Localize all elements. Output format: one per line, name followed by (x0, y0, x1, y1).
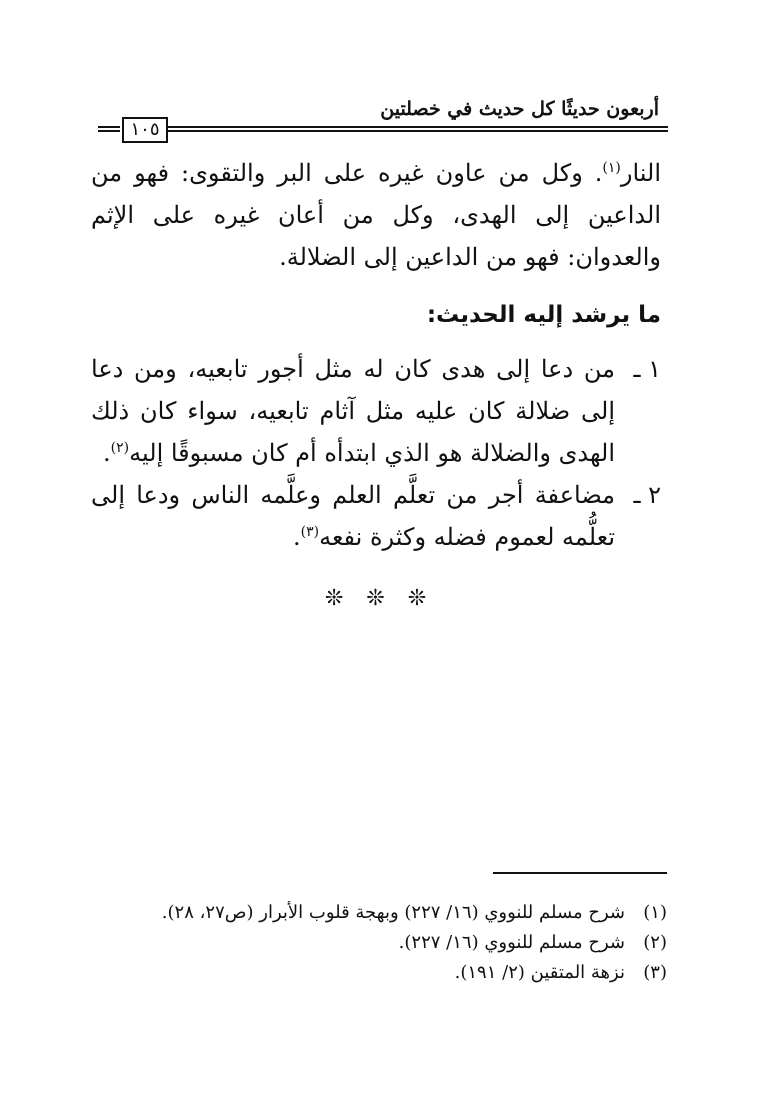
footnote-item (107, 928, 667, 958)
footnote-item (107, 898, 667, 928)
list-item-text: مضاعفة أجر من تعلَّم العلم وعلَّمه الناس ودعا إلى تعلُّمه لعموم فضله وكثرة نفعه (91, 481, 615, 551)
list-item-number: ٢ ـ (633, 481, 661, 509)
list-item-end: . (103, 439, 111, 467)
header-rule (98, 117, 668, 141)
footnote-text: شرح مسلم للنووي (١٦/ ٢٢٧) وبهجة قلوب الأبرار (ص٢٧، ٢٨). (161, 902, 625, 923)
guidance-list (91, 348, 661, 558)
footnotes (107, 898, 667, 988)
list-item-number: ١ ـ (633, 355, 661, 383)
section-heading: ما يرشد إليه الحديث: (426, 302, 661, 328)
header-rule-long (168, 126, 668, 132)
main-text (91, 152, 661, 558)
running-title: أربعون حديثًا كل حديث في خصلتين (380, 98, 659, 120)
footnote-number: (٢) (643, 932, 667, 953)
footnote-item (107, 958, 667, 988)
footnote-number: (١) (643, 902, 667, 923)
footnote-text: نزهة المتقين (٢/ ١٩١). (454, 962, 625, 983)
footnote-ref-3: (٣) (300, 524, 320, 540)
intro-text-rest: . وكل من عاون غيره على البر والتقوى: فهو من الداعين إلى الهدى، وكل من أعان غيره على الإثم والعدوان: فهو من الداعين إلى الضلالة. (91, 159, 661, 271)
footnote-text: شرح مسلم للنووي (١٦/ ٢٢٧). (398, 932, 625, 953)
page-number: ١٠٥ (122, 117, 168, 143)
list-item-text: من دعا إلى هدى كان له مثل أجور تابعيه، ومن دعا إلى ضلالة كان عليه مثل آثام تابعيه، سواء كان ذلك الهدى والضلالة هو الذي ابتدأه أم كان مسبوقًا إليه (91, 355, 615, 467)
list-item (91, 348, 661, 474)
list-item (91, 474, 661, 558)
header-rule-short (98, 126, 120, 132)
intro-text-start: النار (620, 159, 661, 187)
footnote-rule (493, 872, 667, 874)
footnote-ref-2: (٢) (110, 440, 130, 456)
footnote-ref-1: (١) (602, 160, 621, 176)
intro-paragraph (91, 152, 661, 278)
section-separator: ❊ ❊ ❊ (324, 586, 435, 611)
footnote-number: (٣) (643, 962, 667, 983)
list-item-end: . (292, 523, 301, 551)
